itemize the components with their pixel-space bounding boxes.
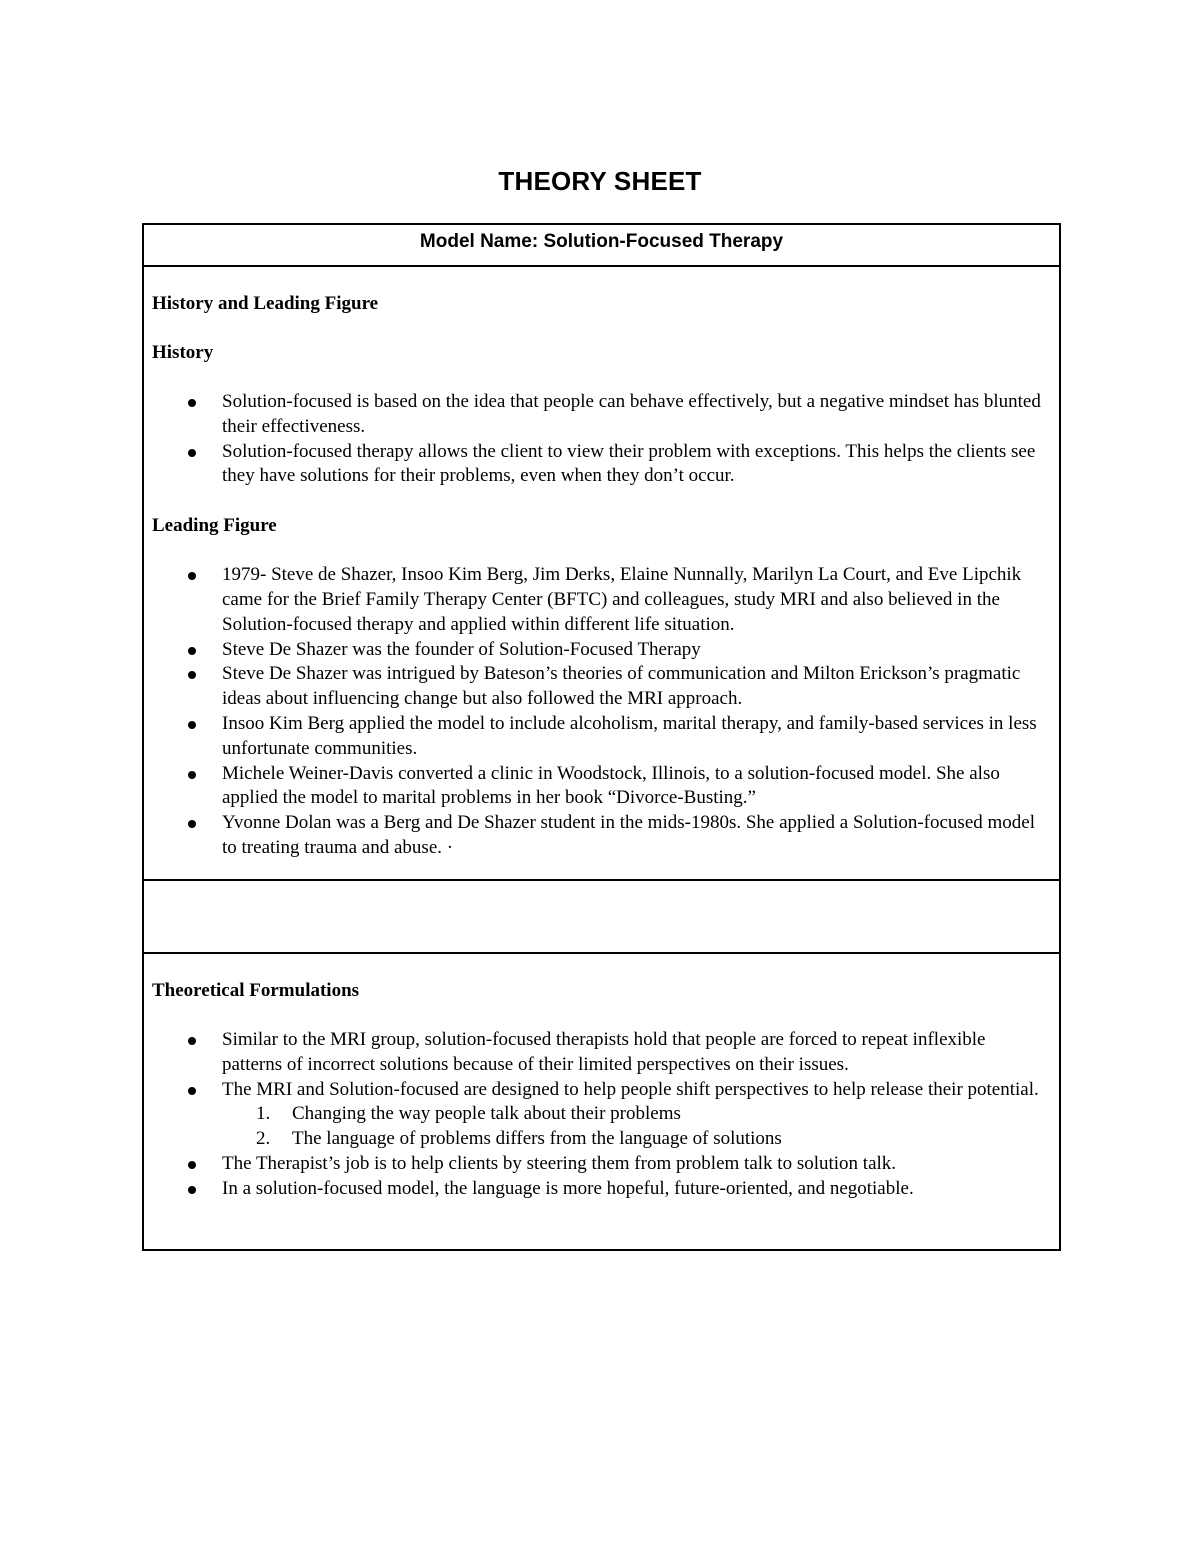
theoretical-formulations-heading: Theoretical Formulations xyxy=(152,980,360,1001)
history-leading-figure-heading: History and Leading Figure xyxy=(152,293,379,314)
model-name-row xyxy=(144,225,1059,265)
bullet-icon xyxy=(188,1186,196,1194)
list-item-text: In a solution-focused model, the language is more hopeful, future-oriented, and negotiable. xyxy=(222,1177,914,1199)
bullet-icon xyxy=(188,1037,196,1045)
list-item xyxy=(152,440,1049,490)
list-item-text: Steve De Shazer was the founder of Solution-Focused Therapy xyxy=(222,638,701,660)
bullet-icon xyxy=(188,1087,196,1095)
list-item-text: Steve De Shazer was intrigued by Bateson’s theories of communication and Milton Erickson’s pragmatic ideas about influencing change but also followed the MRI approach. xyxy=(222,663,1021,710)
list-item xyxy=(152,1078,1049,1103)
bullet-icon xyxy=(188,449,196,457)
numbered-item xyxy=(152,1127,1049,1152)
leading-figure-list xyxy=(152,563,1049,861)
bullet-icon xyxy=(188,1161,196,1169)
list-item-text: Similar to the MRI group, solution-focused therapists hold that people are forced to repeat inflexible patterns of incorrect solutions because of their limited perspectives on their issues. xyxy=(222,1029,986,1075)
list-item xyxy=(152,1152,1049,1177)
list-item-text: Michele Weiner-Davis converted a clinic in Woodstock, Illinois, to a solution-focused model. She also applied the model to marital problems in her book “Divorce-Busting.” xyxy=(222,762,1000,809)
page-title: THEORY SHEET xyxy=(498,166,702,196)
list-item xyxy=(152,662,1049,712)
list-item xyxy=(152,712,1049,762)
list-item xyxy=(152,1177,1049,1202)
list-item xyxy=(152,811,1049,861)
list-item xyxy=(152,1028,1049,1078)
list-item xyxy=(152,638,1049,663)
bullet-icon xyxy=(188,647,196,655)
theory-numbered-list xyxy=(152,1102,1049,1152)
history-row xyxy=(144,265,1059,879)
list-item xyxy=(152,762,1049,812)
theory-list-continued xyxy=(152,1152,1049,1202)
theory-list xyxy=(152,1028,1049,1102)
list-item xyxy=(152,563,1049,637)
history-heading: History xyxy=(152,342,214,363)
list-item-text: The MRI and Solution-focused are designed to help people shift perspectives to help release their potential. xyxy=(222,1078,1039,1100)
empty-row xyxy=(144,879,1059,952)
bullet-icon xyxy=(188,820,196,828)
list-item-text: The Therapist’s job is to help clients by steering them from problem talk to solution talk. xyxy=(222,1152,897,1174)
numbered-item-text: The language of problems differs from the language of solutions xyxy=(292,1128,782,1150)
list-item-text: Solution-focused therapy allows the client to view their problem with exceptions. This helps the clients see they have solutions for their problems, even when they don’t occur. xyxy=(222,440,1036,487)
bullet-icon xyxy=(188,721,196,729)
list-item-text: Yvonne Dolan was a Berg and De Shazer student in the mids-1980s. She applied a Solution-focused model to treating trauma and abuse. · xyxy=(222,812,1036,858)
list-item-text: Insoo Kim Berg applied the model to include alcoholism, marital therapy, and family-based services in less unfortunate communities. xyxy=(222,712,1037,759)
numbered-item xyxy=(152,1102,1049,1127)
bullet-icon xyxy=(188,671,196,679)
number-marker: 1. xyxy=(256,1103,271,1125)
model-name-label: Model Name: Solution-Focused Therapy xyxy=(419,231,784,252)
list-item-text: 1979- Steve de Shazer, Insoo Kim Berg, Jim Derks, Elaine Nunnally, Marilyn La Court, and Eve Lipchik came for the Brief Family Therapy Center (BFTC) and colleagues, study MRI and also believed in the Solution-focused therapy and applied within different life situation. xyxy=(222,564,1022,635)
numbered-item-text: Changing the way people talk about their problems xyxy=(292,1103,681,1125)
list-item-text: Solution-focused is based on the idea that people can behave effectively, but a negative mindset has blunted their effectiveness. xyxy=(222,391,1041,437)
theory-table xyxy=(142,223,1061,1251)
theory-row xyxy=(144,952,1059,1249)
leading-figure-heading: Leading Figure xyxy=(152,515,277,537)
bullet-icon xyxy=(188,399,196,407)
bullet-icon xyxy=(188,771,196,779)
history-list xyxy=(152,390,1049,489)
number-marker: 2. xyxy=(256,1128,271,1150)
list-item xyxy=(152,390,1049,440)
bullet-icon xyxy=(188,572,196,580)
